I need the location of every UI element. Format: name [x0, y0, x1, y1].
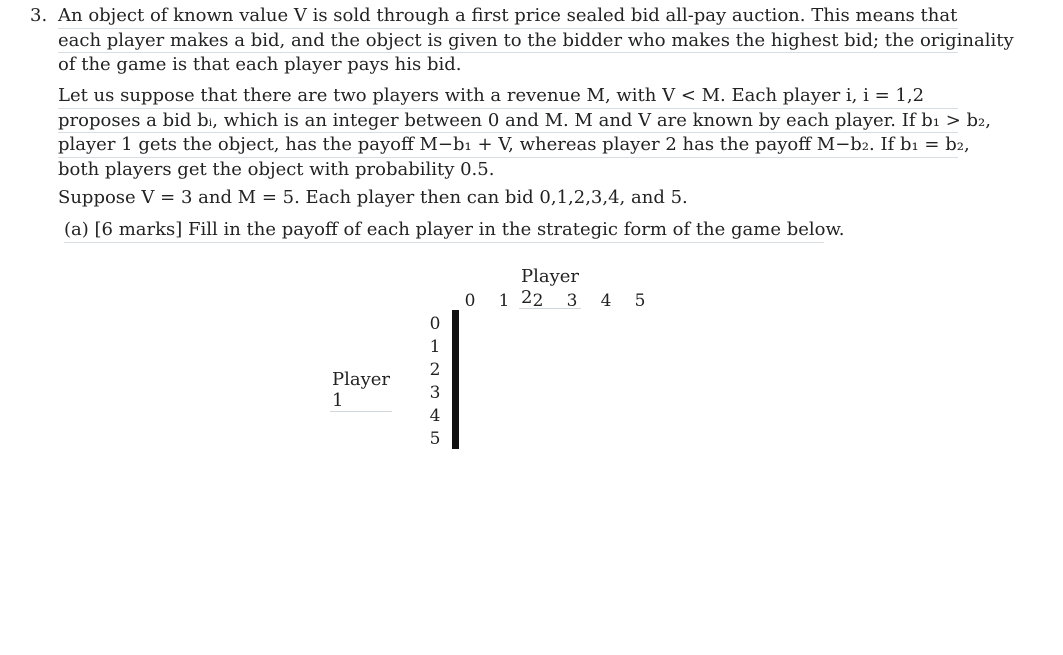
question-paragraph-2 [58, 84, 991, 181]
column-header: 1 [498, 291, 510, 311]
matrix-row [453, 426, 459, 449]
matrix-row [453, 334, 459, 357]
payoff-cell[interactable] [458, 357, 459, 380]
part-a-text [64, 218, 845, 243]
row-header: 0 [429, 314, 441, 334]
row-header: 4 [429, 406, 441, 426]
text-line: proposes a bid bᵢ, which is an integer between 0 and M. M and V are known by each player. If b₁ > b₂, [58, 109, 958, 134]
row-header: 1 [429, 337, 441, 357]
text-line: Let us suppose that there are two players with a revenue M, with V < M. Each player i, i = 1,2 [58, 84, 958, 109]
payoff-cell[interactable] [458, 311, 459, 334]
column-header: 2 [532, 291, 544, 311]
player-2-label: Player 2 [521, 266, 580, 308]
payoff-matrix [452, 310, 459, 449]
matrix-row [453, 380, 459, 403]
text-line: each player makes a bid, and the object is given to the bidder who makes the highest bid; the originality [58, 29, 958, 54]
question-paragraph-1 [58, 4, 1014, 77]
payoff-cell[interactable] [458, 334, 459, 357]
text-line: both players get the object with probability 0.5. [58, 158, 495, 180]
row-header: 5 [429, 429, 441, 449]
row-header: 2 [429, 360, 441, 380]
question-paragraph-3 [58, 186, 958, 210]
question-number: 3. [30, 5, 48, 26]
payoff-cell[interactable] [458, 403, 459, 426]
text-line: Suppose V = 3 and M = 5. Each player then can bid 0,1,2,3,4, and 5. [58, 187, 688, 208]
text-line: (a) [6 marks] Fill in the payoff of each player in the strategic form of the game below. [64, 218, 824, 243]
matrix-row [453, 311, 459, 334]
text-line: player 1 gets the object, has the payoff M−b₁ + V, whereas player 2 has the payoff M−b₂. If b₁ = b₂, [58, 133, 958, 158]
text-line: An object of known value V is sold through a first price sealed bid all-pay auction. This means that [58, 4, 958, 29]
player-1-label: Player 1 [332, 369, 391, 411]
matrix-row [453, 357, 459, 380]
column-header: 5 [634, 291, 646, 311]
column-header: 4 [600, 291, 612, 311]
payoff-cell[interactable] [458, 380, 459, 403]
matrix-row [453, 403, 459, 426]
text-line: of the game is that each player pays his bid. [58, 54, 462, 75]
column-header: 0 [464, 291, 476, 311]
row-header: 3 [429, 383, 441, 403]
payoff-cell[interactable] [458, 426, 459, 449]
column-header: 3 [566, 291, 578, 311]
